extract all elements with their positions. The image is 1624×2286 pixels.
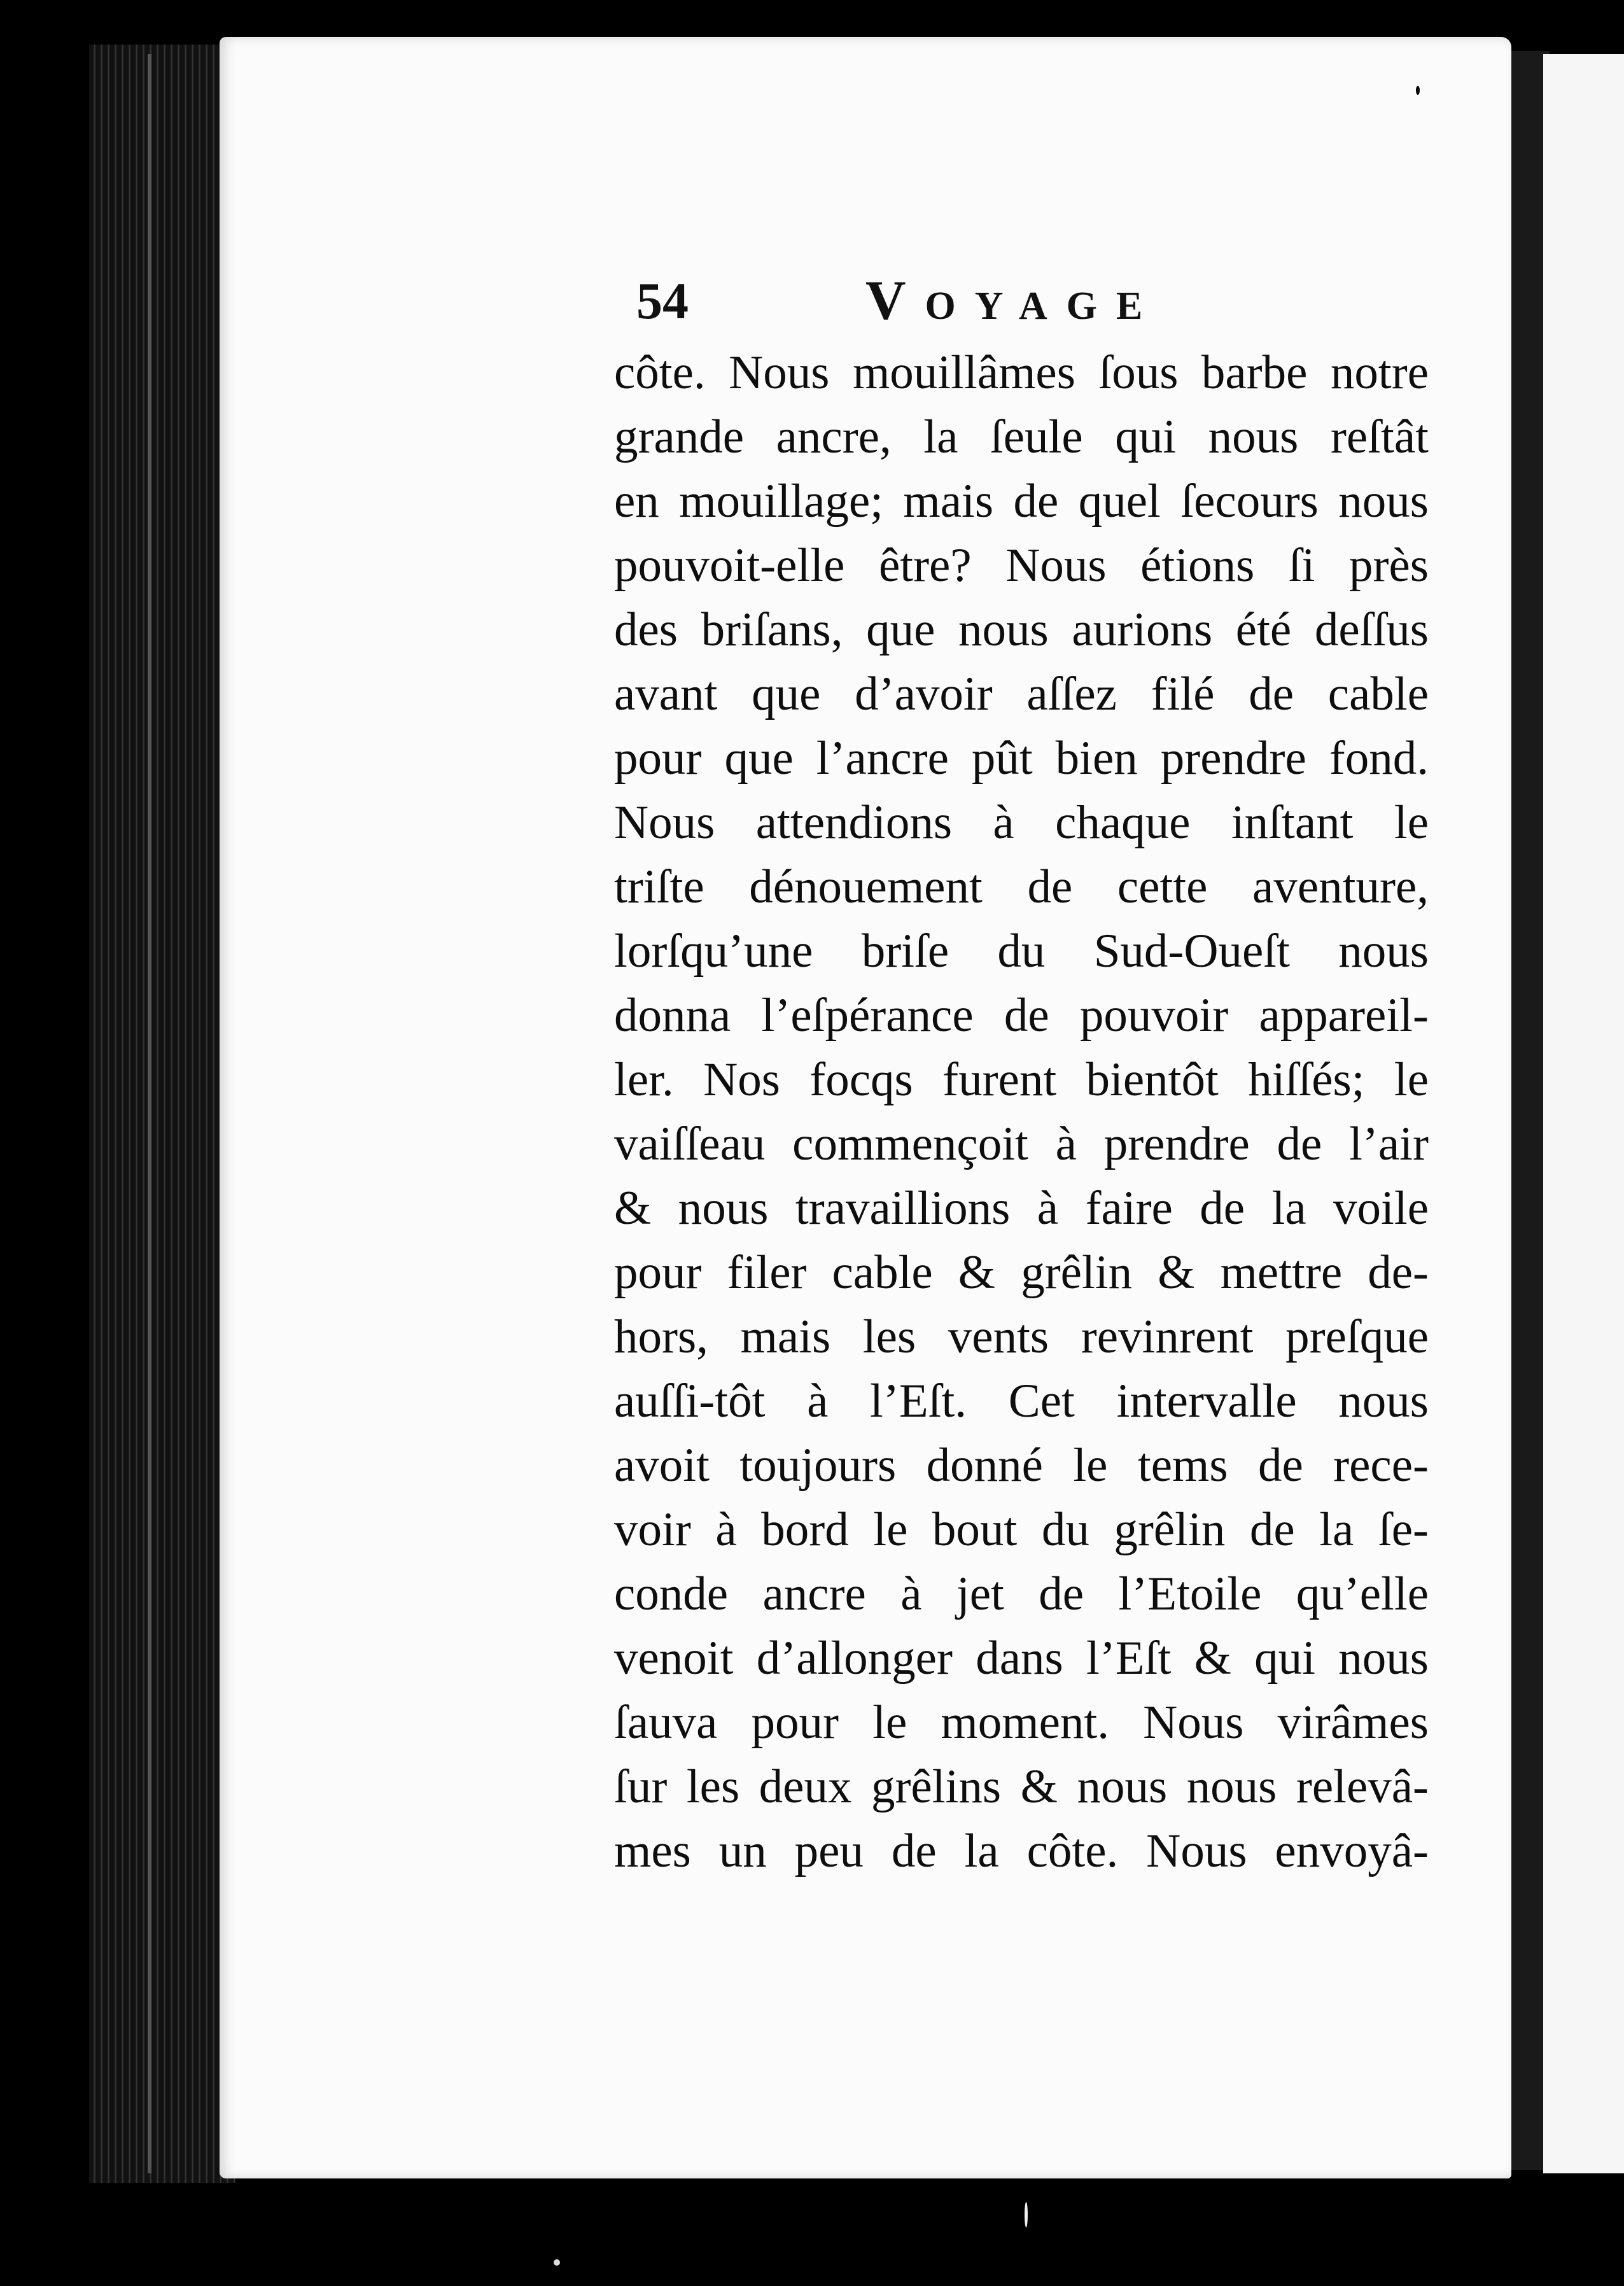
text-line: pour filer cable & grêlin & mettre de- [614, 1246, 1429, 1299]
text-line: Nous attendions à chaque inſtant le [614, 796, 1429, 849]
text-line: hors, mais les vents revinrent preſque [614, 1310, 1429, 1363]
book-page-edges [89, 45, 235, 2183]
text-line: lorſqu’une briſe du Sud-Oueſt nous [614, 925, 1429, 978]
text-line: avoit toujours donné le tems de rece- [614, 1439, 1429, 1492]
text-line: des briſans, que nous aurions été deſſus [614, 603, 1429, 656]
text-line: donna l’eſpérance de pouvoir appareil- [614, 989, 1429, 1042]
scan-speck [1416, 86, 1420, 95]
text-line: voir à bord le bout du grêlin de la ſe- [614, 1503, 1429, 1556]
page-header [636, 266, 1209, 336]
text-line: & nous travaillions à faire de la voile [614, 1182, 1429, 1235]
text-line: pour que l’ancre pût bien prendre fond. [614, 732, 1429, 785]
text-line: mes un peu de la côte. Nous envoyâ- [614, 1825, 1429, 1877]
text-line: auſſi-tôt à l’Eſt. Cet intervalle nous [614, 1375, 1429, 1427]
text-line: en mouillage; mais de quel ſecours nous [614, 475, 1429, 528]
text-line: ſauva pour le moment. Nous virâmes [614, 1696, 1429, 1749]
facing-page-edge [1543, 54, 1624, 2173]
text-line: triſte dénouement de cette aventure, [614, 860, 1429, 913]
text-line: pouvoit-elle être? Nous étions ſi près [614, 539, 1429, 592]
text-line: venoit d’allonger dans l’Eſt & qui nous [614, 1632, 1429, 1685]
text-line: conde ancre à jet de l’Etoile qu’elle [614, 1567, 1429, 1620]
scan-speck [1025, 2202, 1028, 2227]
scan-speck [554, 2259, 560, 2266]
text-line: ſur les deux grêlins & nous nous relevâ- [614, 1760, 1429, 1813]
text-line: avant que d’avoir aſſez filé de cable [614, 668, 1429, 720]
text-line: grande ancre, la ſeule qui nous reſtât [614, 410, 1429, 463]
page-number: 54 [636, 272, 689, 330]
text-line: ler. Nos focqs furent bientôt hiſſés; le [614, 1053, 1429, 1106]
text-line: vaiſſeau commençoit à prendre de l’air [614, 1118, 1429, 1170]
running-title: Voyage [865, 270, 1162, 332]
book-edge-highlight [148, 54, 151, 2173]
body-text [614, 340, 1429, 1883]
text-line: côte. Nous mouillâmes ſous barbe notre [614, 346, 1429, 399]
